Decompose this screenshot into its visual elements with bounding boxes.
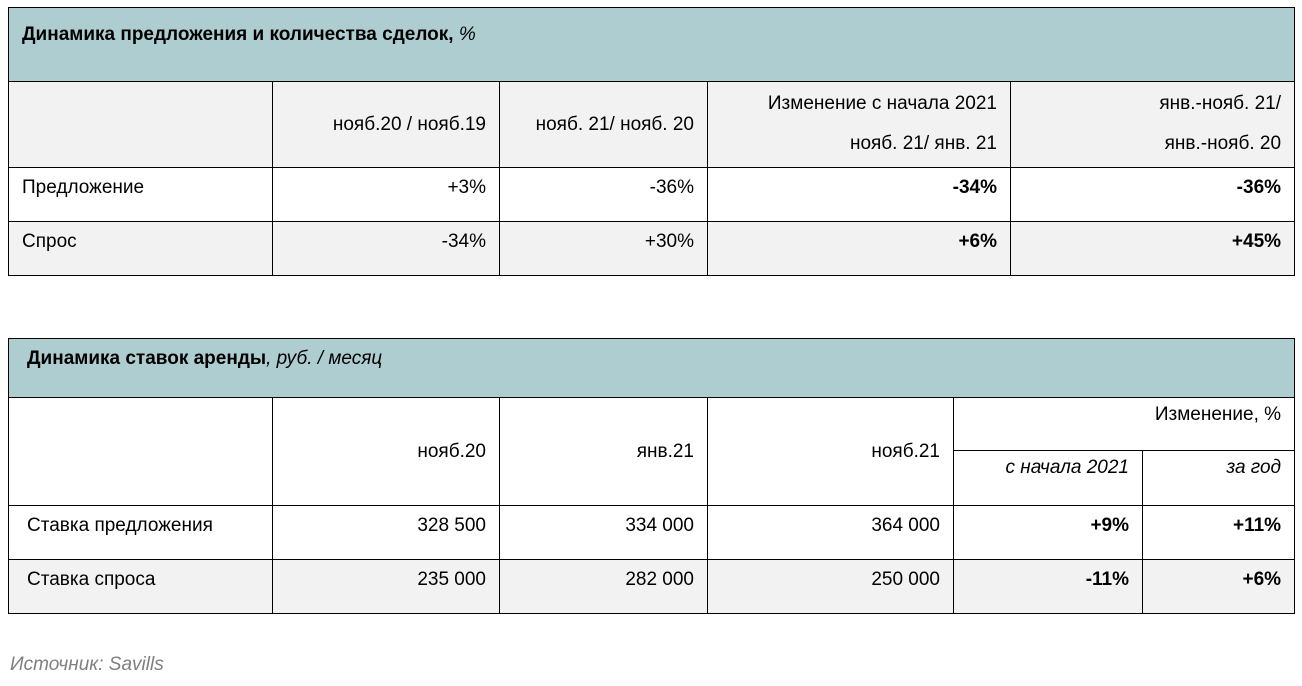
table-row [9, 168, 1295, 222]
cell-value: +6% [1143, 560, 1295, 614]
header-empty-cell [9, 398, 273, 506]
header-col-4-line1: янв.-нояб. 21/ [1159, 93, 1282, 114]
header-col-4-line2: янв.-нояб. 20 [1164, 133, 1282, 154]
table-title [9, 339, 1295, 398]
cell-value: -34% [273, 222, 500, 276]
row-label: Ставка предложения [9, 506, 273, 560]
cell-value: 235 000 [273, 560, 500, 614]
header-col-1: нояб.20 [273, 398, 500, 506]
header-col-2: янв.21 [500, 398, 708, 506]
table-row [9, 560, 1295, 614]
cell-value: 250 000 [708, 560, 954, 614]
header-change-yoy: за год [1143, 451, 1295, 506]
header-col-2: нояб. 21/ нояб. 20 [500, 82, 708, 168]
table-row [9, 222, 1295, 276]
cell-value: 328 500 [273, 506, 500, 560]
title-bold: Динамика предложения и количества сделок, [22, 24, 454, 45]
header-col-3: нояб.21 [708, 398, 954, 506]
row-label: Предложение [9, 168, 273, 222]
cell-value: +11% [1143, 506, 1295, 560]
header-col-4 [1011, 82, 1295, 168]
cell-value: -36% [1011, 168, 1295, 222]
title-unit: , руб. / месяц [266, 348, 383, 369]
title-bold: Динамика ставок аренды [27, 348, 267, 369]
source-note: Источник: Savills [10, 654, 164, 675]
row-label: Спрос [9, 222, 273, 276]
cell-value: 282 000 [500, 560, 708, 614]
cell-value: 334 000 [500, 506, 708, 560]
header-empty-cell [9, 82, 273, 168]
cell-value: +9% [954, 506, 1143, 560]
header-col-1: нояб.20 / нояб.19 [273, 82, 500, 168]
cell-value: +6% [708, 222, 1011, 276]
supply-deals-table [8, 7, 1295, 276]
cell-value: +30% [500, 222, 708, 276]
header-change-group: Изменение, % [954, 398, 1295, 451]
header-col-3-line1: Изменение с начала 2021 [767, 93, 997, 114]
cell-value: +3% [273, 168, 500, 222]
table-title [9, 8, 1295, 82]
cell-value: -36% [500, 168, 708, 222]
rent-rates-table [8, 338, 1295, 614]
header-change-ytd: с начала 2021 [954, 451, 1143, 506]
header-col-3-line2: нояб. 21/ янв. 21 [849, 133, 997, 154]
header-col-3 [708, 82, 1011, 168]
cell-value: +45% [1011, 222, 1295, 276]
cell-value: -34% [708, 168, 1011, 222]
row-label: Ставка спроса [9, 560, 273, 614]
cell-value: -11% [954, 560, 1143, 614]
table-row [9, 506, 1295, 560]
cell-value: 364 000 [708, 506, 954, 560]
title-unit: % [458, 24, 476, 45]
